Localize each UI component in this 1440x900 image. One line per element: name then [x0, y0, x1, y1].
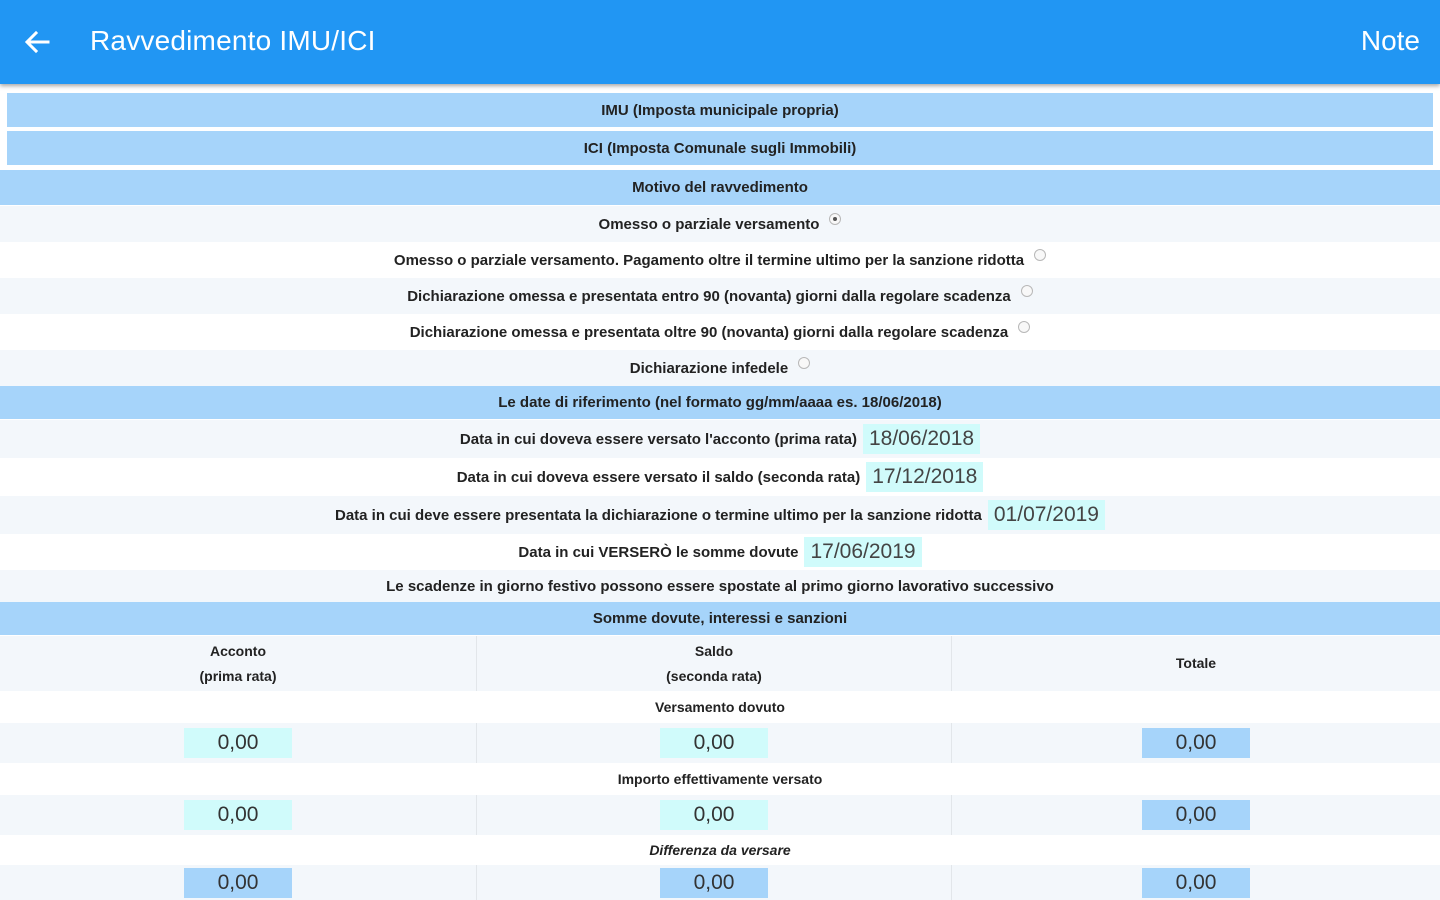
- date-label: Data in cui doveva essere versato il saldo (seconda rata): [456, 468, 861, 486]
- row-label-versamento-dovuto: [0, 691, 1440, 723]
- dates-note-text: Le scadenze in giorno festivo possono essere spostate al primo giorno lavorativo successivo: [386, 577, 1054, 595]
- row-values-versamento-dovuto: [0, 723, 1440, 763]
- column-header-totale: [951, 636, 1440, 691]
- column-header-line: Saldo: [694, 642, 734, 659]
- arrow-left-icon[interactable]: [22, 24, 52, 60]
- motivo-option-label: Omesso o parziale versamento: [598, 215, 820, 233]
- saldo-differenza-value: 0,00: [660, 868, 768, 898]
- totale-dovuto-value: 0,00: [1142, 728, 1250, 758]
- motivo-option-label: Dichiarazione infedele: [629, 359, 789, 377]
- column-header-saldo: [476, 636, 951, 691]
- dates-heading: [0, 386, 1440, 419]
- date-label: Data in cui VERSERÒ le somme dovute: [518, 543, 799, 561]
- totale-versato-value: 0,00: [1142, 800, 1250, 830]
- motivo-option-5[interactable]: [0, 350, 1440, 386]
- date-label: Data in cui deve essere presentata la dichiarazione o termine ultimo per la sanzione ridotta: [335, 506, 982, 524]
- saldo-dovuto-input[interactable]: 0,00: [660, 728, 768, 758]
- row-values-differenza: [0, 865, 1440, 900]
- row-label-differenza: [0, 835, 1440, 865]
- column-header-acconto: [0, 636, 476, 691]
- row-label-text: Importo effettivamente versato: [617, 771, 823, 787]
- dates-heading-text: Le date di riferimento (nel formato gg/mm/aaaa es. 18/06/2018): [498, 394, 942, 411]
- column-header-line: Totale: [1175, 655, 1217, 671]
- acconto-versato-input[interactable]: 0,00: [184, 800, 292, 830]
- row-label-importo-versato: [0, 763, 1440, 795]
- app-bar: [0, 0, 1440, 84]
- radio-button[interactable]: [1018, 321, 1030, 333]
- somme-heading-text: Somme dovute, interessi e sanzioni: [592, 610, 848, 627]
- acconto-dovuto-input[interactable]: 0,00: [184, 728, 292, 758]
- motivo-option-1[interactable]: [0, 206, 1440, 242]
- ici-button[interactable]: [6, 130, 1434, 166]
- date-input-dichiarazione[interactable]: 01/07/2019: [988, 500, 1105, 530]
- date-row-versamento: [0, 534, 1440, 570]
- date-row-saldo: [0, 458, 1440, 496]
- acconto-differenza-value: 0,00: [184, 868, 292, 898]
- radio-button[interactable]: [1034, 249, 1046, 261]
- row-label-text: Versamento dovuto: [655, 699, 785, 715]
- note-button[interactable]: Note: [1360, 25, 1420, 56]
- somme-heading: [0, 602, 1440, 635]
- radio-button[interactable]: [798, 357, 810, 369]
- date-row-acconto: [0, 420, 1440, 458]
- saldo-versato-input[interactable]: 0,00: [660, 800, 768, 830]
- motivo-option-2[interactable]: [0, 242, 1440, 278]
- motivo-option-label: Dichiarazione omessa e presentata entro 90 (novanta) giorni dalla regolare scadenza: [407, 287, 1011, 305]
- page-title: Ravvedimento IMU/ICI: [90, 25, 376, 56]
- motivo-option-4[interactable]: [0, 314, 1440, 350]
- date-row-dichiarazione: [0, 496, 1440, 534]
- date-label: Data in cui doveva essere versato l'acconto (prima rata): [459, 430, 857, 448]
- column-header-subline: (prima rata): [199, 667, 277, 684]
- motivo-option-label: Omesso o parziale versamento. Pagamento oltre il termine ultimo per la sanzione ridotta: [393, 251, 1025, 269]
- motivo-heading-text: Motivo del ravvedimento: [632, 179, 808, 196]
- motivo-option-3[interactable]: [0, 278, 1440, 314]
- date-input-acconto[interactable]: 18/06/2018: [863, 424, 980, 454]
- motivo-heading: [0, 170, 1440, 205]
- date-input-saldo[interactable]: 17/12/2018: [866, 462, 983, 492]
- radio-button[interactable]: [1021, 285, 1033, 297]
- row-label-text: Differenza da versare: [649, 842, 791, 858]
- row-values-importo-versato: [0, 795, 1440, 835]
- radio-button-selected[interactable]: [829, 213, 841, 225]
- somme-column-headers: [0, 636, 1440, 691]
- date-input-versamento[interactable]: 17/06/2019: [804, 537, 921, 567]
- ici-button-label: ICI (Imposta Comunale sugli Immobili): [583, 139, 857, 157]
- imu-button-label: IMU (Imposta municipale propria): [601, 101, 839, 119]
- imu-button[interactable]: [6, 92, 1434, 128]
- motivo-option-label: Dichiarazione omessa e presentata oltre 90 (novanta) giorni dalla regolare scadenza: [409, 323, 1009, 341]
- totale-differenza-value: 0,00: [1142, 868, 1250, 898]
- column-header-line: Acconto: [210, 642, 266, 659]
- dates-note: [0, 570, 1440, 602]
- column-header-subline: (seconda rata): [666, 667, 762, 684]
